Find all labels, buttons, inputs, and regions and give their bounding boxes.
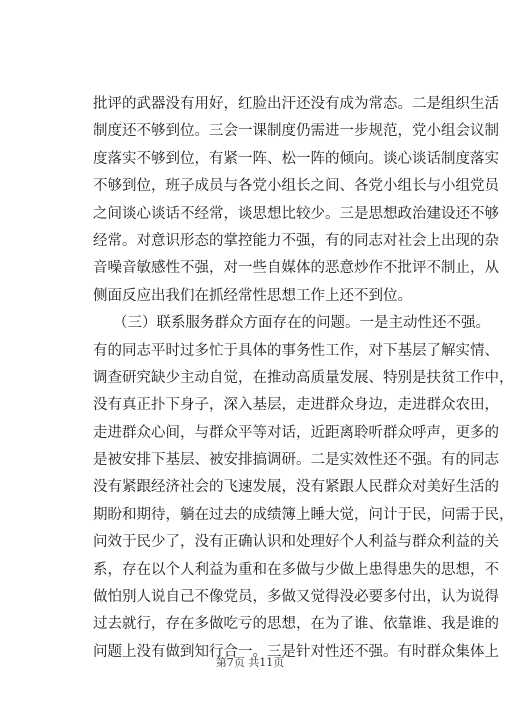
text-line: 调查研究缺少主动自觉，在推动高质量发展、特别是扶贫工作中，: [93, 369, 514, 386]
text-line: 度落实不够到位，有紧一阵、松一阵的倾向。谈心谈话制度落实: [93, 150, 499, 167]
text-line: 批评的武器没有用好，红脸出汗还没有成为常态。二是组织生活: [93, 96, 499, 112]
text-line: 过去就行，存在多做吃亏的思想，在为了谁、依靠谁、我是谁的: [93, 616, 499, 633]
text-line: 没有真正扑下身子，深入基层，走进群众身边，走进群众农田，: [93, 397, 499, 414]
text-line: 经常。对意识形态的掌控能力不强，有的同志对社会上出现的杂: [93, 232, 499, 249]
text-line: 之间谈心谈话不经常，谈思想比较少。三是思想政治建设还不够: [93, 205, 499, 222]
text-line: 音噪音敏感性不强，对一些自媒体的恶意炒作不批评不制止，从: [93, 260, 499, 277]
text-line: 没有紧跟经济社会的飞速发展，没有紧跟人民群众对美好生活的: [93, 479, 499, 496]
page-number-footer: 第7页 共11页: [215, 656, 285, 669]
text-line: 制度还不够到位。三会一课制度仍需进一步规范，党小组会议制: [93, 123, 499, 140]
text-line: 走进群众心间，与群众平等对话，近距离聆听群众呼声，更多的: [93, 424, 499, 441]
section-heading-line: （三）联系服务群众方面存在的问题。一是主动性还不强。: [113, 315, 490, 332]
text-line: 有的同志平时过多忙于具体的事务性工作，对下基层了解实情、: [93, 342, 499, 359]
text-line: 期盼和期待，躺在过去的成绩簿上睡大觉，问计于民，问需于民，: [93, 506, 514, 523]
text-line: 不够到位，班子成员与各党小组长之间、各党小组长与小组党员: [93, 178, 499, 195]
text-line: 做怕别人说自己不像党员，多做又觉得没必要多付出，认为说得: [93, 589, 499, 606]
text-line: 问题上没有做到知行合一。三是针对性还不强。有时群众集体上: [93, 643, 499, 660]
text-line: 是被安排下基层、被安排搞调研。二是实效性还不强。有的同志: [93, 452, 499, 469]
body-text: [93, 91, 514, 666]
text-line: 侧面反应出我们在抓经常性思想工作上还不到位。: [93, 287, 412, 304]
text-line: 系，存在以个人利益为重和在多做与少做上患得患失的思想，不: [93, 561, 499, 578]
text-line: 问效于民少了，没有正确认识和处理好个人利益与群众利益的关: [93, 534, 499, 551]
